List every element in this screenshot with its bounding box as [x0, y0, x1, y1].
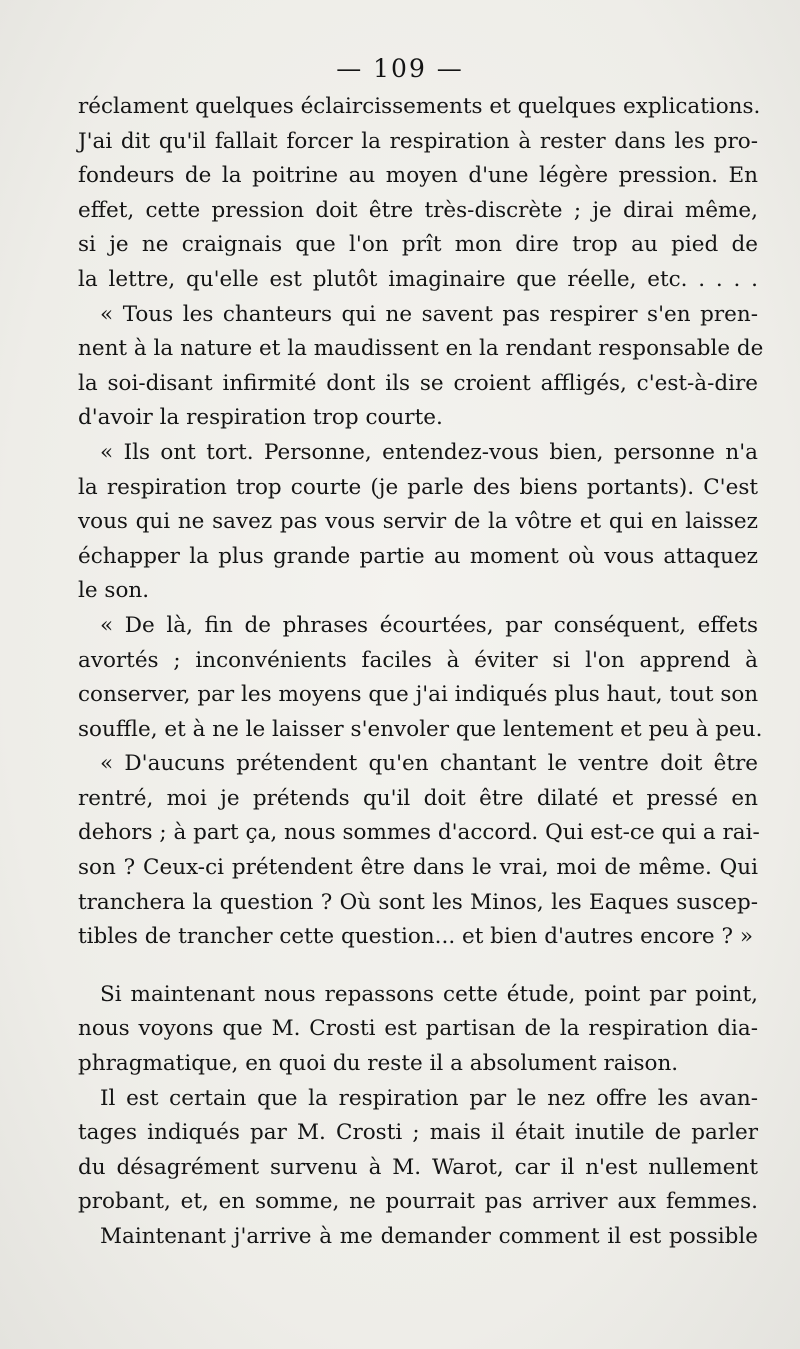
text-line: le son.: [78, 578, 150, 604]
text-line: la soi-disant infirmité dont ils se croient affligés, c'est-à-dire: [78, 370, 758, 396]
body-text: [78, 90, 764, 1255]
text-line: tages indiqués par M. Crosti ; mais il était inutile de parler: [78, 1120, 758, 1146]
text-line: Il est certain que la respiration par le nez offre les avan-: [100, 1085, 758, 1111]
text-line: phragmatique, en quoi du reste il a absolument raison.: [78, 1051, 679, 1077]
text-line: d'avoir la respiration trop courte.: [78, 405, 443, 431]
text-line: fondeurs de la poitrine au moyen d'une légère pression. En: [78, 163, 758, 189]
text-line: effet, cette pression doit être très-discrète ; je dirai même,: [78, 197, 758, 223]
page-number: — 109 —: [336, 54, 464, 83]
text-line: souffle, et à ne le laisser s'envoler que lentement et peu à peu.: [78, 716, 763, 742]
text-line: tibles de trancher cette question... et bien d'autres encore ? »: [78, 924, 753, 950]
text-line: avortés ; inconvénients faciles à éviter si l'on apprend à: [78, 647, 758, 673]
text-line: Si maintenant nous repassons cette étude, point par point,: [100, 981, 758, 1007]
text-line: probant, et, en somme, ne pourrait pas arriver aux femmes.: [78, 1189, 758, 1215]
text-line: nent à la nature et la maudissent en la rendant responsable de: [78, 336, 764, 362]
text-line: vous qui ne savez pas vous servir de la vôtre et qui en laissez: [78, 509, 758, 535]
text-line: si je ne craignais que l'on prît mon dire trop au pied de: [78, 232, 758, 258]
text-line: tranchera la question ? Où sont les Minos, les Eaques suscep-: [78, 889, 758, 915]
text-line: échapper la plus grande partie au moment où vous attaquez: [78, 543, 758, 569]
text-line: « D'aucuns prétendent qu'en chantant le ventre doit être: [100, 751, 758, 777]
text-line: « Tous les chanteurs qui ne savent pas respirer s'en pren-: [100, 301, 758, 327]
text-line: J'ai dit qu'il fallait forcer la respiration à rester dans les pro-: [78, 128, 758, 154]
text-line: la respiration trop courte (je parle des biens portants). C'est: [78, 474, 758, 500]
text-line: la lettre, qu'elle est plutôt imaginaire que réelle, etc. . . . .: [78, 266, 758, 292]
text-line: « De là, fin de phrases écourtées, par conséquent, effets: [100, 612, 758, 638]
text-line: du désagrément survenu à M. Warot, car il n'est nullement: [78, 1154, 758, 1180]
text-line: « Ils ont tort. Personne, entendez-vous bien, personne n'a: [100, 439, 758, 465]
text-line: dehors ; à part ça, nous sommes d'accord. Qui est-ce qui a rai-: [78, 820, 760, 846]
text-line: réclament quelques éclaircissements et quelques explications.: [78, 94, 761, 119]
text-line: nous voyons que M. Crosti est partisan de la respiration dia-: [78, 1016, 758, 1042]
paragraph-gap: [78, 955, 758, 978]
text-line: conserver, par les moyens que j'ai indiqués plus haut, tout son: [78, 682, 759, 708]
text-line: rentré, moi je prétends qu'il doit être dilaté et pressé en: [78, 785, 758, 811]
text-line: son ? Ceux-ci prétendent être dans le vrai, moi de même. Qui: [78, 855, 758, 881]
text-line: Maintenant j'arrive à me demander comment il est possible: [100, 1224, 758, 1249]
